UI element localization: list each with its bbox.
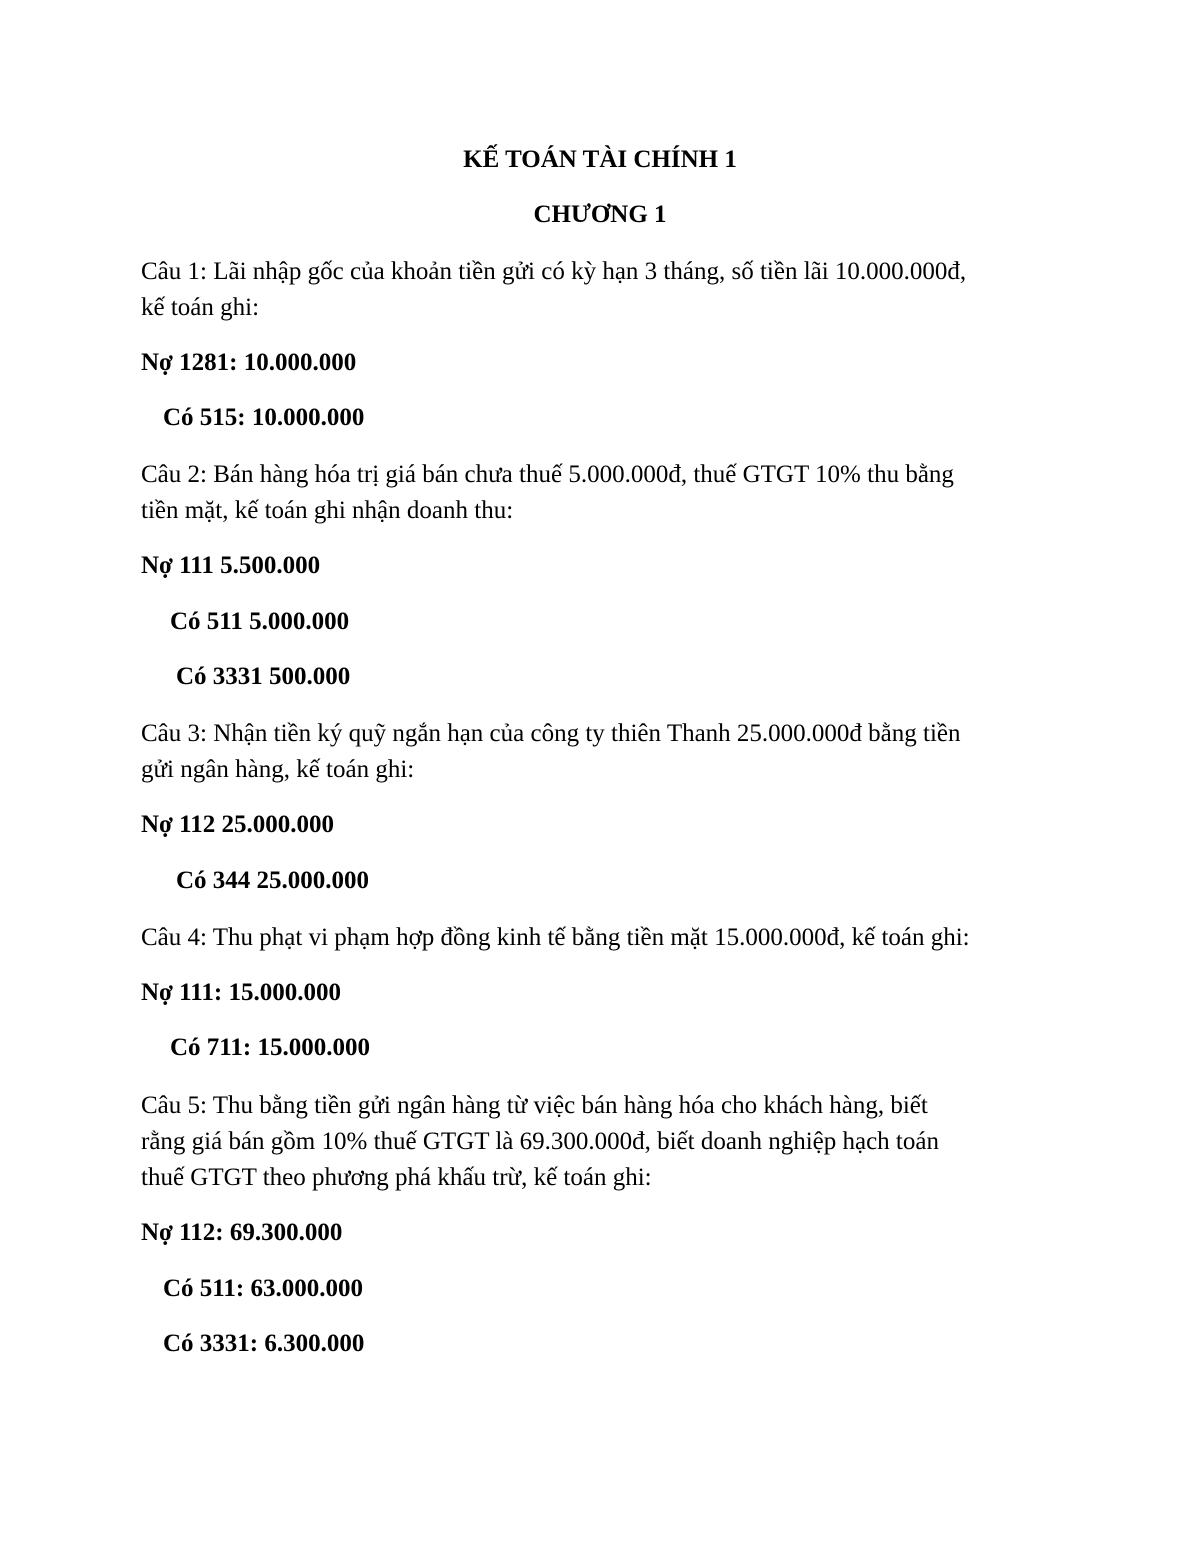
- question-2-text-line-1: Câu 2: Bán hàng hóa trị giá bán chưa thuế 5.000.000đ, thuế GTGT 10% thu bằng: [141, 461, 954, 488]
- question-1-text-line-2: kế toán ghi:: [141, 294, 260, 321]
- question-2-credit-entry-1: Có 511 5.000.000: [170, 608, 350, 635]
- question-4-text-line-1: Câu 4: Thu phạt vi phạm hợp đồng kinh tế bằng tiền mặt 15.000.000đ, kế toán ghi:: [141, 924, 970, 951]
- question-3-text-line-1: Câu 3: Nhận tiền ký quỹ ngắn hạn của công ty thiên Thanh 25.000.000đ bằng tiền: [141, 720, 961, 747]
- question-1-text-line-1: Câu 1: Lãi nhập gốc của khoản tiền gửi có kỳ hạn 3 tháng, số tiền lãi 10.000.000đ,: [141, 258, 967, 285]
- question-2-debit-entry: Nợ 111 5.500.000: [141, 552, 321, 579]
- question-5-debit-entry: Nợ 112: 69.300.000: [141, 1219, 343, 1246]
- question-5-credit-entry-1: Có 511: 63.000.000: [163, 1275, 363, 1302]
- question-1-credit-entry: Có 515: 10.000.000: [163, 404, 365, 431]
- chapter-heading: CHƯƠNG 1: [533, 201, 667, 228]
- question-2-text-line-2: tiền mặt, kế toán ghi nhận doanh thu:: [141, 497, 514, 524]
- question-5-text-line-3: thuế GTGT theo phương phá khấu trừ, kế toán ghi:: [141, 1164, 652, 1191]
- question-2-credit-entry-2: Có 3331 500.000: [176, 663, 351, 690]
- question-5-text-line-1: Câu 5: Thu bằng tiền gửi ngân hàng từ việc bán hàng hóa cho khách hàng, biết: [141, 1092, 928, 1119]
- question-4-debit-entry: Nợ 111: 15.000.000: [141, 979, 341, 1006]
- document-title: KẾ TOÁN TÀI CHÍNH 1: [463, 146, 737, 173]
- question-4-credit-entry: Có 711: 15.000.000: [170, 1034, 370, 1061]
- question-3-text-line-2: gửi ngân hàng, kế toán ghi:: [141, 756, 415, 783]
- question-3-credit-entry: Có 344 25.000.000: [176, 867, 370, 894]
- question-5-text-line-2: rằng giá bán gồm 10% thuế GTGT là 69.300.000đ, biết doanh nghiệp hạch toán: [141, 1128, 939, 1155]
- question-3-debit-entry: Nợ 112 25.000.000: [141, 811, 335, 838]
- question-1-debit-entry: Nợ 1281: 10.000.000: [141, 349, 357, 376]
- question-5-credit-entry-2: Có 3331: 6.300.000: [163, 1330, 365, 1357]
